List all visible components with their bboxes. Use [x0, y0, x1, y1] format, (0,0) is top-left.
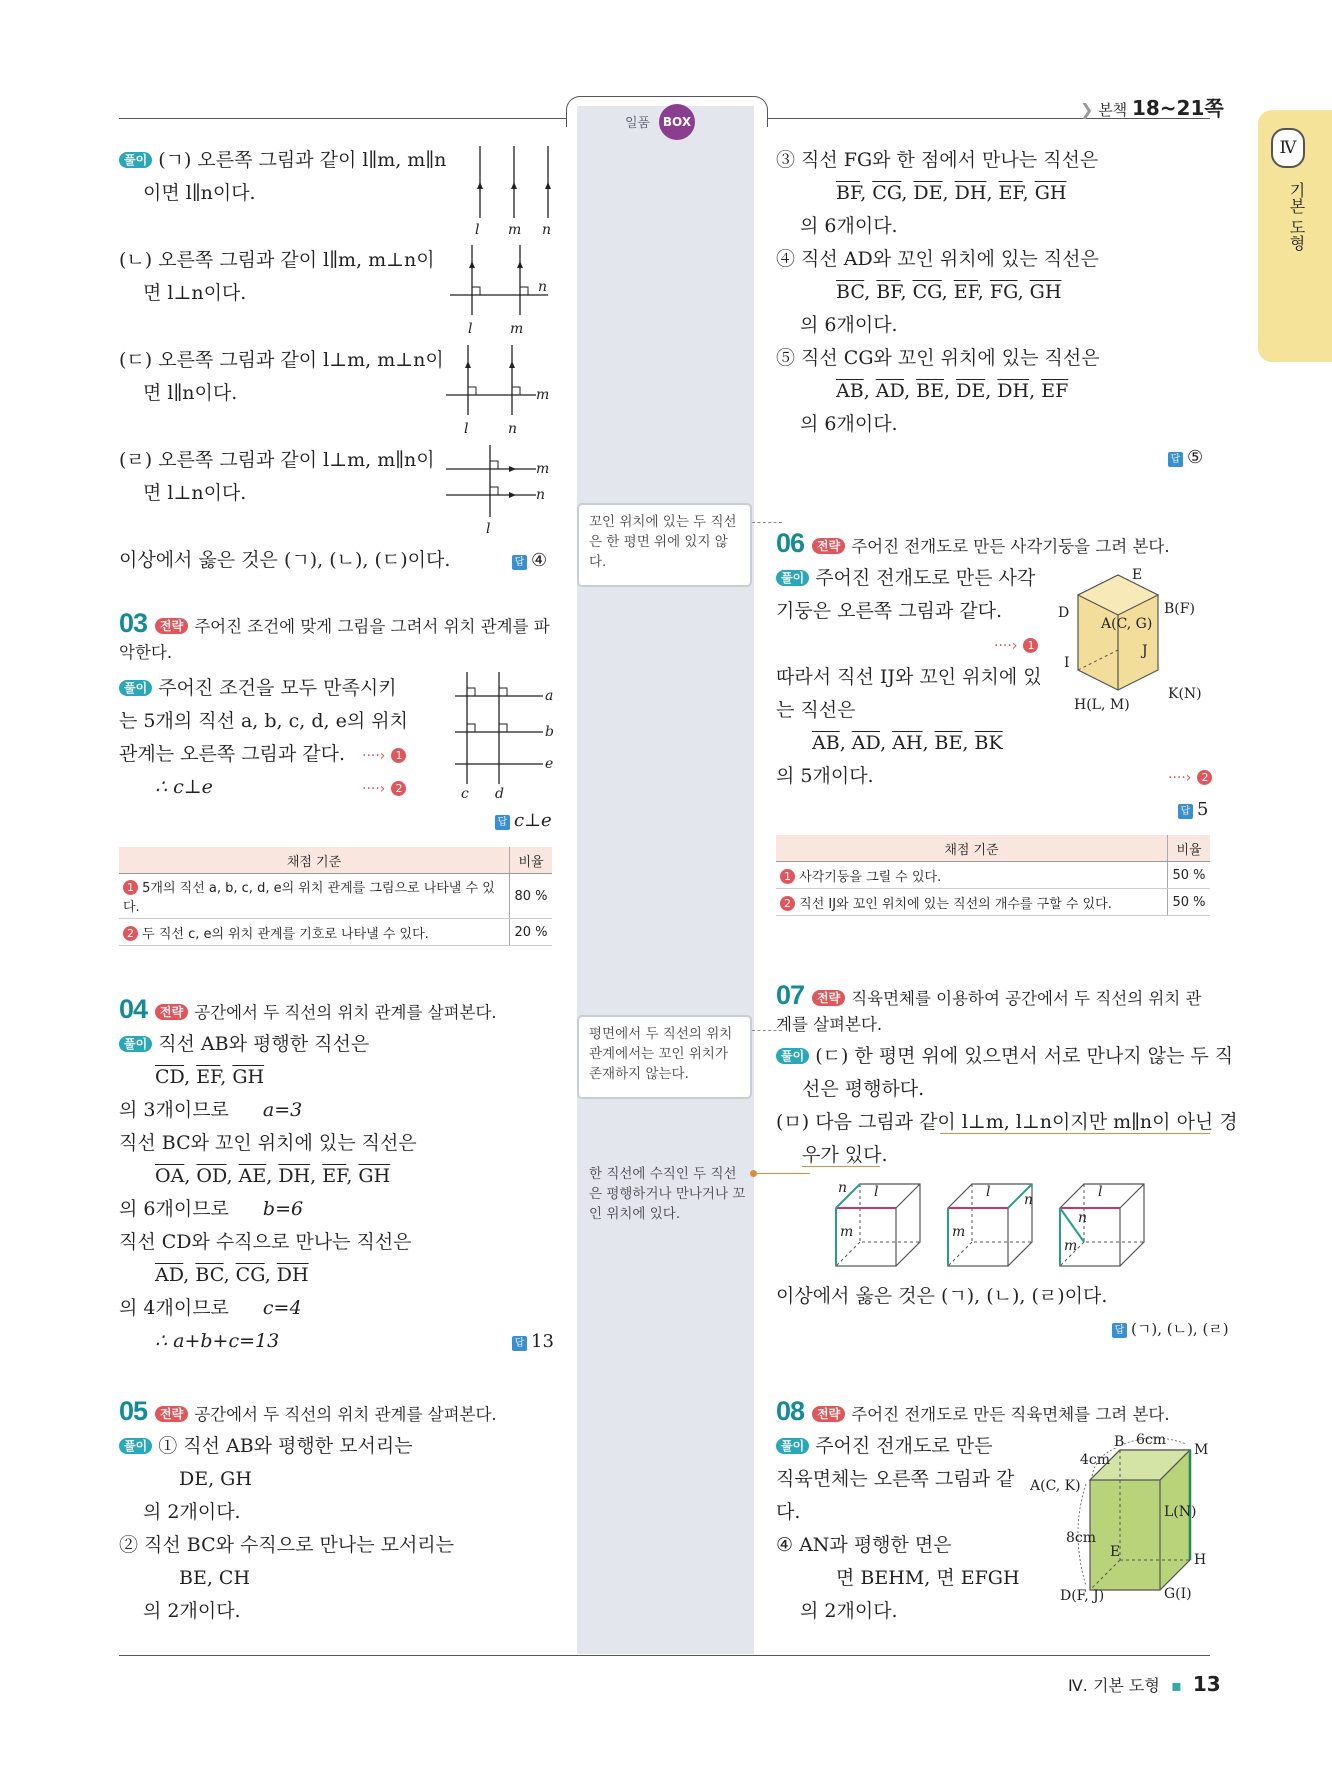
q07-l2: 선은 평행하다.	[802, 1078, 925, 1100]
q08-l4: ④ AN과 평행한 면은	[776, 1534, 952, 1556]
svg-text:l: l	[986, 1184, 991, 1200]
svg-text:c: c	[461, 786, 469, 802]
answer-icon: 답	[1168, 452, 1183, 467]
q06-number: 06	[776, 528, 805, 558]
solution-badge: 풀이	[119, 152, 152, 168]
fig-l-n-perp-m	[446, 345, 550, 437]
page-ref	[1080, 92, 1224, 121]
note-connector-dot	[750, 1170, 757, 1177]
q05-l5: BE, CH	[179, 1567, 251, 1589]
dotted-arrow-icon: ····›	[362, 781, 386, 797]
dotted-arrow-icon: ····›	[362, 748, 386, 764]
q03-criteria-table	[119, 847, 552, 946]
q03-number: 03	[119, 608, 148, 638]
fig-label: D	[1058, 605, 1070, 621]
side-tab-label: 기본 도형	[1287, 182, 1306, 252]
answer-icon: 답	[512, 1336, 527, 1351]
q03-header: 03 전략 주어진 조건에 맞게 그림을 그려서 위치 관계를 파악한다.	[119, 608, 550, 662]
svg-text:m: m	[952, 1224, 966, 1240]
q07-answer: 답 (ㄱ), (ㄴ), (ㄹ)	[1112, 1316, 1229, 1342]
q07-underline-2	[802, 1166, 880, 1167]
svg-text:n: n	[1078, 1210, 1088, 1226]
svg-text:n: n	[838, 1180, 848, 1196]
solution-badge: 풀이	[776, 1048, 809, 1064]
q04-l9: 의 4개이므로 c=4	[119, 1297, 302, 1319]
q07-l4: 우가 있다.	[802, 1144, 888, 1166]
q06-answer: 답 5	[1178, 797, 1208, 823]
svg-text:n: n	[536, 487, 546, 503]
ratio-header: 비율	[1168, 835, 1211, 862]
strategy-tag: 전략	[812, 990, 845, 1006]
q04-header: 04 전략 공간에서 두 직선의 위치 관계를 살펴본다.	[119, 994, 497, 1024]
strategy-tag: 전략	[155, 618, 188, 634]
q05-l6: 의 2개이다.	[143, 1600, 241, 1622]
q02-a2: 이면 l∥n이다.	[143, 182, 256, 204]
box-badge: BOX	[659, 104, 695, 140]
q05-number: 05	[119, 1396, 148, 1426]
q06-l4: 는 직선은	[776, 699, 856, 721]
fig-prism-06	[1058, 565, 1208, 715]
q05c-l4: ④ 직선 AD와 꼬인 위치에 있는 직선은	[776, 248, 1099, 270]
q05-answer: 답 ⑤	[1168, 445, 1203, 471]
table-row: 1 5개의 직선 a, b, c, d, e의 위치 관계를 그림으로 나타낼 수 있다. 80 %	[119, 874, 552, 919]
side-tab	[1258, 110, 1332, 362]
table-row: 2 직선 IJ와 꼬인 위치에 있는 직선의 개수를 구할 수 있다. 50 %	[776, 889, 1210, 916]
solution-badge: 풀이	[119, 680, 152, 696]
svg-text:m: m	[536, 387, 550, 403]
q07-l3: (ㅁ) 다음 그림과 같이 l⊥m, l⊥n이지만 m∥n이 아닌 경	[776, 1111, 1238, 1133]
fig-m-n-perp-l	[446, 445, 550, 537]
q07-number: 07	[776, 980, 805, 1010]
footer-chapter: Ⅳ. 기본 도형	[1068, 1676, 1160, 1695]
svg-text:l: l	[874, 1184, 879, 1200]
q05c-l7: ⑤ 직선 CG와 꼬인 위치에 있는 직선은	[776, 347, 1100, 369]
q06-l5: $\overline{AB}$, $\overline{AD}$, $\overline{AH}$, $\overline{BE}$, $\overline{BK}$	[812, 732, 1003, 754]
fig-label: B(F)	[1164, 601, 1195, 617]
criteria-header: 채점 기준	[119, 847, 510, 874]
svg-text:l: l	[486, 521, 491, 537]
fig-l-m-perp-n	[450, 245, 550, 337]
svg-text:a: a	[545, 688, 554, 704]
q08-l6: 의 2개이다.	[800, 1600, 898, 1622]
q05-l4: ② 직선 BC와 수직으로 만나는 모서리는	[119, 1534, 455, 1556]
svg-text:l: l	[475, 222, 480, 238]
q07-header: 07 전략 직육면체를 이용하여 공간에서 두 직선의 위치 관계를 살펴본다.	[776, 980, 1202, 1034]
svg-text:e: e	[545, 756, 554, 772]
q07-l1: 풀이 (ㄷ) 한 평면 위에 있으면서 서로 만나지 않는 두 직	[776, 1040, 1233, 1073]
q03-mark2: ····› 2	[362, 771, 406, 806]
solution-badge: 풀이	[119, 1438, 152, 1454]
fig-parallel-lmn	[470, 146, 550, 238]
q03-mark1: ····› 1	[362, 738, 406, 773]
svg-text:l: l	[1098, 1184, 1103, 1200]
q03-line4: ∴ c⊥e	[155, 776, 213, 798]
fig-five-lines	[455, 672, 555, 802]
q05c-l5: $\overline{BC}$, $\overline{BF}$, $\overline{CG}$, $\overline{EF}$, $\overline{FG}$, $\overline{GH}$	[836, 281, 1062, 303]
answer-icon: 답	[495, 815, 510, 830]
chevron-right-icon: ❯	[1080, 100, 1094, 119]
fig-label: 4cm	[1080, 1452, 1111, 1468]
q05c-l3: 의 6개이다.	[800, 215, 898, 237]
q08-l1: 풀이 주어진 전개도로 만든	[776, 1430, 992, 1463]
q02-d2: 면 l⊥n이다.	[143, 482, 247, 504]
footer-dot: ▪	[1170, 1676, 1182, 1695]
fig-label: M	[1194, 1442, 1209, 1458]
q02-b2: 면 l⊥n이다.	[143, 282, 247, 304]
q06-l6: 의 5개이다.	[776, 765, 874, 787]
svg-text:n: n	[542, 222, 552, 238]
q02-c2: 면 l∥n이다.	[143, 382, 238, 404]
q04-l7: 직선 CD와 수직으로 만나는 직선은	[119, 1231, 412, 1253]
q05-l1: 풀이 ① 직선 AB와 평행한 모서리는	[119, 1430, 413, 1463]
footer-rule	[119, 1655, 1210, 1656]
footer-page-number: 13	[1192, 1672, 1221, 1696]
q06-criteria-table	[776, 835, 1210, 916]
fig-label: E	[1110, 1544, 1121, 1560]
strategy-tag: 전략	[155, 1004, 188, 1020]
center-strip	[577, 106, 754, 1654]
fig-label: L(N)	[1164, 1504, 1197, 1520]
svg-text:m: m	[510, 321, 524, 337]
q02-answer: 답 ④	[512, 548, 547, 574]
q08-l5: 면 BEHM, 면 EFGH	[836, 1567, 1020, 1589]
q08-number: 08	[776, 1396, 805, 1426]
header-rule-left	[119, 118, 567, 119]
q05c-l1: ③ 직선 FG와 한 점에서 만나는 직선은	[776, 149, 1099, 171]
note-plane-lines: 평면에서 두 직선의 위치 관계에서는 꼬인 위치가 존재하지 않는다.	[577, 1015, 752, 1099]
q02-d1: (ㄹ) 오른쪽 그림과 같이 l⊥m, m∥n이	[119, 449, 435, 471]
q05-l2: DE, GH	[179, 1468, 252, 1490]
q04-l2: $\overline{CD}$, $\overline{EF}$, $\overline{GH}$	[155, 1066, 265, 1088]
q06-l3: 따라서 직선 IJ와 꼬인 위치에 있	[776, 666, 1042, 688]
q08-l3: 다.	[776, 1501, 801, 1523]
solution-badge: 풀이	[776, 1438, 809, 1454]
fig-cuboid-08	[1030, 1432, 1210, 1602]
q03-line2: 는 5개의 직선 a, b, c, d, e의 위치	[119, 710, 408, 732]
q06-header: 06 전략 주어진 전개도로 만든 사각기둥을 그려 본다.	[776, 528, 1170, 558]
criteria-header: 채점 기준	[776, 835, 1168, 862]
q04-l4: 직선 BC와 꼬인 위치에 있는 직선은	[119, 1132, 417, 1154]
table-row: 1 사각기둥을 그릴 수 있다. 50 %	[776, 862, 1210, 889]
note-connector-1	[752, 522, 782, 523]
fig-cuboids-07	[830, 1178, 1160, 1278]
table-row: 2 두 직선 c, e의 위치 관계를 기호로 나타낼 수 있다. 20 %	[119, 919, 552, 946]
fig-label: 8cm	[1066, 1530, 1097, 1546]
footer	[1068, 1672, 1221, 1696]
q02-conclusion: 이상에서 옳은 것은 (ㄱ), (ㄴ), (ㄷ)이다.	[119, 549, 451, 571]
svg-text:m: m	[1064, 1238, 1078, 1254]
fig-label: H	[1194, 1552, 1207, 1568]
q08-header: 08 전략 주어진 전개도로 만든 직육면체를 그려 본다.	[776, 1396, 1170, 1426]
svg-text:n: n	[1024, 1192, 1034, 1208]
svg-text:m: m	[508, 222, 522, 238]
dotted-arrow-icon: ····›	[994, 638, 1018, 654]
svg-text:d: d	[495, 786, 504, 802]
note-skew-lines: 꼬인 위치에 있는 두 직선은 한 평면 위에 있지 않다.	[577, 503, 752, 587]
side-tab-roman-circle: Ⅳ	[1271, 128, 1305, 168]
q08-l2: 직육면체는 오른쪽 그림과 같	[776, 1468, 1015, 1490]
fig-label: A(C, G)	[1101, 616, 1153, 632]
q04-answer: 답 13	[512, 1329, 554, 1355]
q07-conclusion: 이상에서 옳은 것은 (ㄱ), (ㄴ), (ㄹ)이다.	[776, 1285, 1108, 1307]
q06-l2: 기둥은 오른쪽 그림과 같다.	[776, 600, 1003, 622]
q04-l3: 의 3개이므로 a=3	[119, 1099, 303, 1121]
fig-label: D(F, J)	[1060, 1588, 1105, 1604]
q04-l10: ∴ a+b+c=13	[155, 1330, 280, 1352]
q06-l1: 풀이 주어진 전개도로 만든 사각	[776, 562, 1035, 595]
fig-label: I	[1064, 655, 1070, 671]
svg-text:l: l	[468, 321, 473, 337]
q06-mark2: ····› 2	[1168, 760, 1212, 795]
svg-text:n: n	[538, 279, 548, 295]
note-connector-3	[752, 1173, 810, 1174]
q05c-l9: 의 6개이다.	[800, 413, 898, 435]
fig-label: A(C, K)	[1030, 1478, 1081, 1494]
svg-text:m: m	[840, 1224, 854, 1240]
q04-l8: $\overline{AD}$, $\overline{BC}$, $\overline{CG}$, $\overline{DH}$	[155, 1264, 309, 1286]
center-tab-text: 일품	[625, 116, 651, 131]
answer-icon: 답	[1112, 1323, 1127, 1338]
q06-mark1: ····› 1	[994, 628, 1038, 663]
q05-header: 05 전략 공간에서 두 직선의 위치 관계를 살펴본다.	[119, 1396, 497, 1426]
note-perpendicular: 한 직선에 수직인 두 직선은 평행하거나 만나거나 꼬인 위치에 있다.	[589, 1166, 746, 1222]
page-ref-pages: 18~21쪽	[1131, 96, 1224, 120]
fig-label: G(I)	[1164, 1586, 1192, 1602]
q04-l1: 풀이 직선 AB와 평행한 직선은	[119, 1028, 369, 1061]
fig-label: K(N)	[1168, 686, 1202, 702]
center-tab-label	[625, 112, 650, 131]
answer-icon: 답	[512, 555, 527, 570]
page-ref-prefix: 본책	[1098, 101, 1128, 119]
fig-label: H(L, M)	[1074, 697, 1130, 713]
q02-c1: (ㄷ) 오른쪽 그림과 같이 l⊥m, m⊥n이	[119, 349, 444, 371]
q05-l3: 의 2개이다.	[143, 1501, 241, 1523]
solution-badge: 풀이	[119, 1036, 152, 1052]
fig-label: 6cm	[1136, 1432, 1167, 1448]
strategy-tag: 전략	[812, 1406, 845, 1422]
ratio-header: 비율	[510, 847, 553, 874]
q02-b1: (ㄴ) 오른쪽 그림과 같이 l∥m, m⊥n이	[119, 249, 435, 271]
q05c-l2: $\overline{BF}$, $\overline{CG}$, $\overline{DE}$, $\overline{DH}$, $\overline{EF}$, $\overline{GH}$	[836, 182, 1067, 204]
strategy-tag: 전략	[812, 538, 845, 554]
q03-line3: 관계는 오른쪽 그림과 같다.	[119, 743, 346, 765]
fig-label: J	[1142, 643, 1148, 659]
q03-answer: 답 c⊥e	[495, 808, 552, 834]
svg-text:n: n	[508, 421, 518, 437]
q04-l6: 의 6개이므로 b=6	[119, 1198, 304, 1220]
q05c-l6: 의 6개이다.	[800, 314, 898, 336]
dotted-arrow-icon: ····›	[1168, 770, 1192, 786]
answer-icon: 답	[1178, 804, 1193, 819]
q05c-l8: $\overline{AB}$, $\overline{AD}$, $\overline{BE}$, $\overline{DE}$, $\overline{DH}$, $\overline{EF}$	[836, 380, 1069, 402]
fig-label: B	[1114, 1434, 1125, 1450]
svg-text:b: b	[545, 724, 554, 740]
strategy-tag: 전략	[155, 1406, 188, 1422]
q02-a1: 풀이 (ㄱ) 오른쪽 그림과 같이 l∥m, m∥n	[119, 144, 446, 177]
solution-badge: 풀이	[776, 570, 809, 586]
q07-underline	[940, 1133, 1210, 1134]
svg-text:m: m	[536, 461, 550, 477]
q03-line1: 풀이 주어진 조건을 모두 만족시키	[119, 672, 397, 705]
q04-l5: $\overline{OA}$, $\overline{OD}$, $\overline{AE}$, $\overline{DH}$, $\overline{EF}$, $\overline{GH}$	[155, 1165, 391, 1187]
q04-number: 04	[119, 994, 148, 1024]
svg-text:l: l	[464, 421, 469, 437]
fig-label: E	[1132, 567, 1143, 583]
